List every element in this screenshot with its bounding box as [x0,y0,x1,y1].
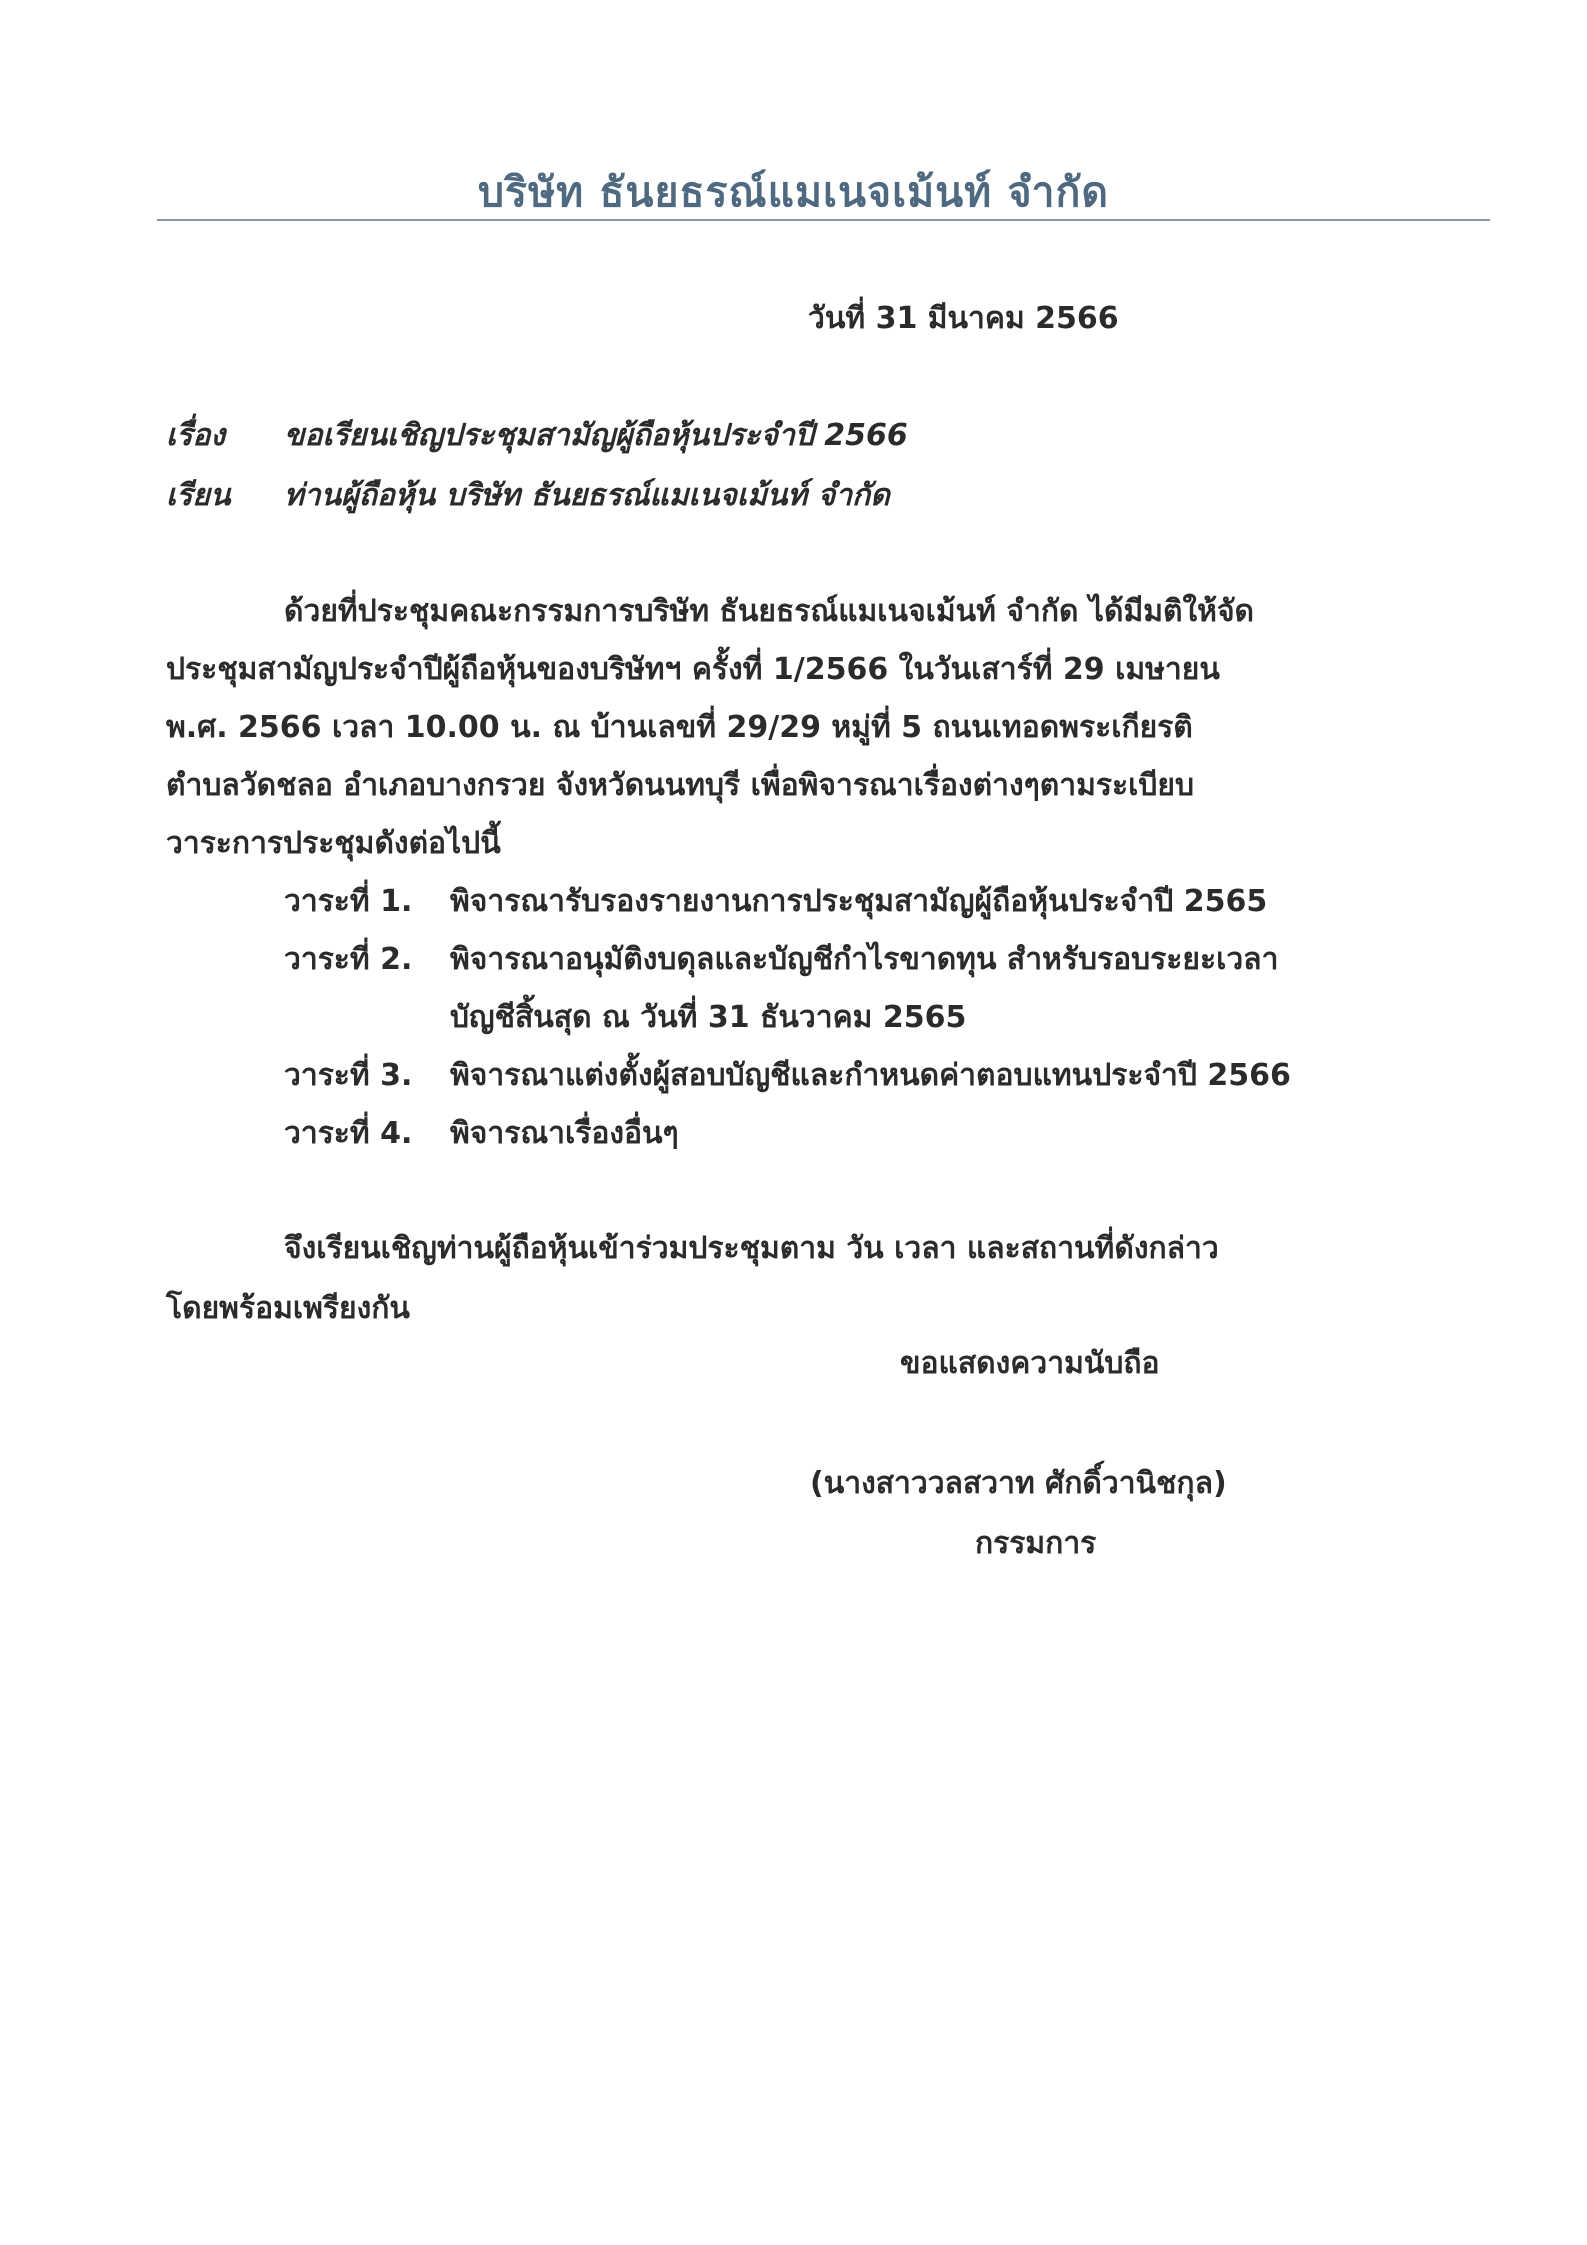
agenda-item-text: บัญชีสิ้นสุด ณ วันที่ 31 ธันวาคม 2565 [450,1000,967,1035]
agenda-item-label: วาระที่ 2. [284,942,413,977]
recipient-label: เรียน [166,478,231,513]
agenda-item-label: วาระที่ 4. [284,1116,413,1151]
company-letterhead: บริษัท ธันยธรณ์แมเนจเม้นท์ จำกัด [478,168,1109,216]
letterhead-divider [157,219,1490,221]
body-line: พ.ศ. 2566 เวลา 10.00 น. ณ บ้านเลขที่ 29/29 หมู่ที่ 5 ถนนเทอดพระเกียรติ [166,710,1193,745]
signatory-title: กรรมการ [975,1526,1097,1561]
closing-regards: ขอแสดงความนับถือ [900,1346,1160,1381]
letter-date: วันที่ 31 มีนาคม 2566 [808,301,1119,336]
agenda-item-label: วาระที่ 1. [284,884,413,919]
closing-line: โดยพร้อมเพรียงกัน [166,1291,410,1326]
agenda-item-text: พิจารณาเรื่องอื่นๆ [450,1116,679,1151]
body-line: ประชุมสามัญประจำปีผู้ถือหุ้นของบริษัทฯ ครั้งที่ 1/2566 ในวันเสาร์ที่ 29 เมษายน [166,652,1220,687]
recipient-text: ท่านผู้ถือหุ้น บริษัท ธันยธรณ์แมเนจเม้นท์ จำกัด [284,478,890,513]
body-line: ด้วยที่ประชุมคณะกรรมการบริษัท ธันยธรณ์แมเนจเม้นท์ จำกัด ได้มีมติให้จัด [284,594,1255,629]
agenda-item-text: พิจารณาอนุมัติงบดุลและบัญชีกำไรขาดทุน สำหรับรอบระยะเวลา [450,942,1279,977]
closing-line: จึงเรียนเชิญท่านผู้ถือหุ้นเข้าร่วมประชุมตาม วัน เวลา และสถานที่ดังกล่าว [284,1231,1219,1266]
signatory-name: (นางสาววลสวาท ศักดิ์วานิชกุล) [810,1466,1227,1501]
subject-text: ขอเรียนเชิญประชุมสามัญผู้ถือหุ้นประจำปี 2566 [284,418,908,453]
body-line: ตำบลวัดชลอ อำเภอบางกรวย จังหวัดนนทบุรี เพื่อพิจารณาเรื่องต่างๆตามระเบียบ [166,768,1195,803]
agenda-item-text: พิจารณาแต่งตั้งผู้สอบบัญชีและกำหนดค่าตอบแทนประจำปี 2566 [450,1058,1291,1093]
agenda-item-label: วาระที่ 3. [284,1058,413,1093]
agenda-item-text: พิจารณารับรองรายงานการประชุมสามัญผู้ถือหุ้นประจำปี 2565 [450,884,1268,919]
body-line: วาระการประชุมดังต่อไปนี้ [166,826,501,861]
subject-label: เรื่อง [166,418,226,453]
